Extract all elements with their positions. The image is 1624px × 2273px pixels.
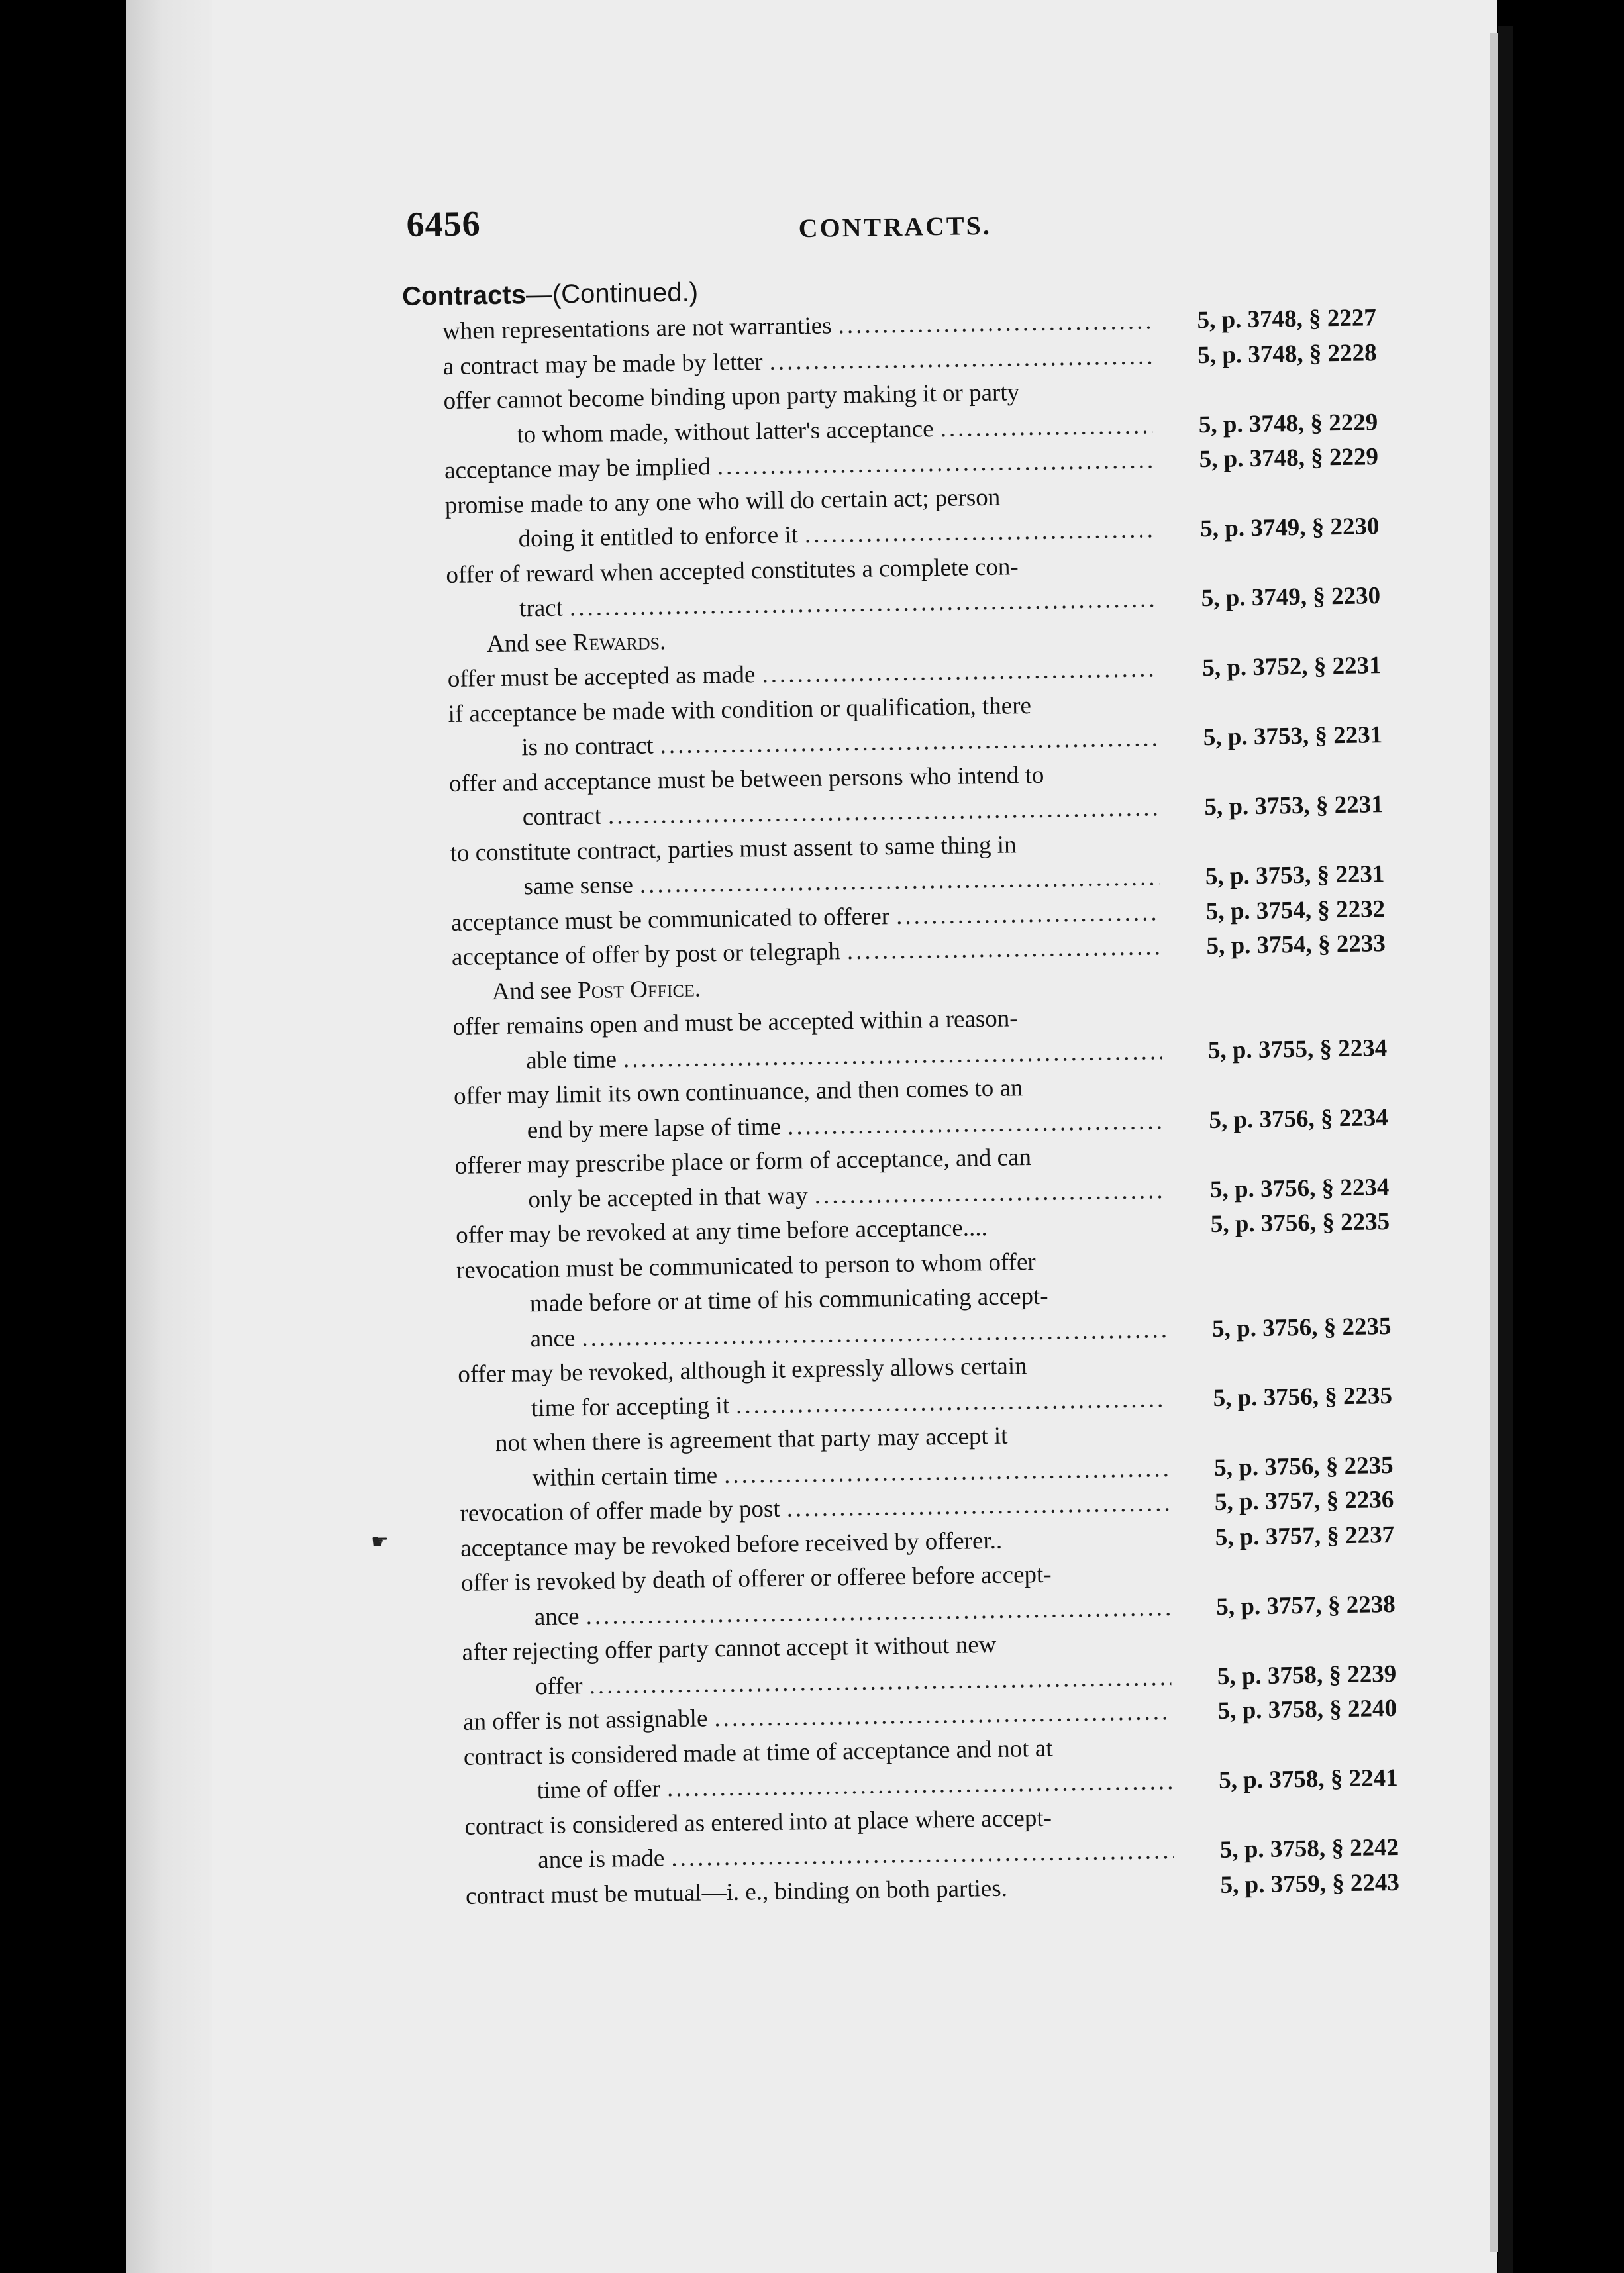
entry-text: made before or at time of his communicating accept- xyxy=(529,1282,1048,1318)
entry-text: contract is considered as entered into at place where accept- xyxy=(464,1804,1052,1841)
entry-text: promise made to any one who will do certain act; person xyxy=(444,483,1001,519)
entry-text: is no contract xyxy=(521,732,654,762)
entry-text: not when there is agreement that party may accept it xyxy=(495,1422,1008,1458)
entry-text: a contract may be made by letter xyxy=(442,348,763,380)
entry-text: offerer may prescribe place or form of acceptance, and can xyxy=(454,1144,1032,1180)
dot-leader xyxy=(846,930,1160,970)
dot-leader xyxy=(896,895,1160,934)
volume-page-reference: 5, p. 3753, § 2231 xyxy=(1204,791,1384,821)
entry-text: offer remains open and must be accepted within a reason- xyxy=(452,1005,1018,1040)
entry-text: contract must be mutual—i. e., binding on both parties. xyxy=(465,1874,1008,1910)
entry-text: to whom made, without latter's acceptance xyxy=(517,415,934,448)
dot-leader xyxy=(714,1695,1172,1737)
see-target: Rewards. xyxy=(572,627,666,656)
entry-text: offer may limit its own continuance, and then comes to an xyxy=(453,1074,1023,1110)
entry-text: an offer is not assignable xyxy=(462,1705,708,1736)
entry-text: revocation of offer made by post xyxy=(460,1495,780,1527)
entry-text: ance xyxy=(530,1324,576,1352)
gutter-shadow xyxy=(1498,26,1513,2273)
dot-leader xyxy=(940,409,1152,446)
dot-leader xyxy=(671,1834,1174,1876)
volume-page-reference: 5, p. 3748, § 2229 xyxy=(1198,408,1378,438)
volume-page-reference: 5, p. 3758, § 2242 xyxy=(1219,1833,1399,1864)
see-label: And see xyxy=(491,976,572,1005)
volume-page-reference: 5, p. 3756, § 2235 xyxy=(1213,1451,1394,1482)
volume-page-reference: 5, p. 3753, § 2231 xyxy=(1205,860,1385,891)
volume-page-reference: 5, p. 3748, § 2229 xyxy=(1199,443,1379,474)
page-edge-left xyxy=(126,0,219,2273)
entry-text: offer cannot become binding upon party making it or party xyxy=(443,379,1020,415)
volume-page-reference: 5, p. 3756, § 2235 xyxy=(1210,1208,1390,1238)
entry-text: revocation must be communicated to person to whom offer xyxy=(456,1248,1036,1284)
entry-list xyxy=(403,301,1400,1915)
volume-page-reference: 5, p. 3756, § 2235 xyxy=(1211,1312,1392,1342)
entry-text: offer of reward when accepted constitutes a complete con- xyxy=(446,552,1019,589)
index-entry xyxy=(417,1240,1392,1358)
entry-text: time of offer xyxy=(536,1775,661,1805)
dot-leader xyxy=(786,1486,1168,1527)
dot-leader xyxy=(769,339,1152,379)
index-entry xyxy=(405,475,1380,559)
entry-text: only be accepted in that way xyxy=(528,1182,808,1213)
entry-text: offer is revoked by death of offerer or offeree before accept- xyxy=(460,1560,1052,1597)
entry-text: acceptance must be communicated to offerer xyxy=(450,902,890,936)
entry-text: offer may be revoked, although it expressly allows certain xyxy=(458,1352,1027,1388)
entry-text: after rejecting offer party cannot accept it without new xyxy=(462,1631,997,1666)
dot-leader xyxy=(814,1174,1164,1213)
page-header xyxy=(401,184,1376,278)
entry-text: tract xyxy=(519,594,564,623)
dot-leader xyxy=(717,443,1153,484)
volume-page-reference: 5, p. 3758, § 2241 xyxy=(1218,1764,1398,1794)
index-entry xyxy=(421,1552,1396,1637)
page-number: 6456 xyxy=(406,203,482,244)
entry-text: ance xyxy=(534,1602,580,1631)
volume-page-reference: 5, p. 3758, § 2240 xyxy=(1217,1694,1397,1725)
entry-text: doing it entitled to enforce it xyxy=(518,521,799,553)
heading-title: Contracts xyxy=(401,280,527,311)
volume-page-reference: 5, p. 3748, § 2227 xyxy=(1197,304,1377,334)
dot-leader xyxy=(838,304,1151,344)
volume-page-reference: 5, p. 3754, § 2233 xyxy=(1206,930,1386,960)
index-entry xyxy=(413,996,1387,1080)
entry-text: same sense xyxy=(523,871,634,901)
entry-text: contract is considered made at time of acceptance and not at xyxy=(463,1735,1053,1771)
entry-text: ance is made xyxy=(537,1844,665,1874)
dot-leader xyxy=(805,513,1154,552)
entry-text: to constitute contract, parties must assent to same thing in xyxy=(450,831,1017,867)
volume-page-reference: 5, p. 3749, § 2230 xyxy=(1201,582,1381,613)
volume-page-reference: 5, p. 3755, § 2234 xyxy=(1207,1034,1388,1064)
volume-page-reference: 5, p. 3754, § 2232 xyxy=(1205,895,1386,925)
see-label: And see xyxy=(486,629,567,658)
volume-page-reference: 5, p. 3759, § 2243 xyxy=(1220,1868,1400,1899)
entry-text: acceptance may be revoked before received by offerer.. xyxy=(460,1527,1003,1562)
volume-page-reference: 5, p. 3748, § 2228 xyxy=(1197,338,1377,369)
entry-text: end by mere lapse of time xyxy=(527,1113,782,1144)
index-entry xyxy=(418,1344,1392,1428)
volume-page-reference: 5, p. 3752, § 2231 xyxy=(1202,652,1382,682)
heading-continued: —(Continued.) xyxy=(525,278,699,310)
entry-text: when representations are not warranties xyxy=(442,312,832,346)
entry-text: if acceptance be made with condition or qualification, there xyxy=(448,691,1032,728)
index-entry xyxy=(406,544,1380,629)
entry-text: within certain time xyxy=(532,1461,718,1491)
volume-page-reference: 5, p. 3757, § 2237 xyxy=(1215,1521,1395,1551)
dot-leader xyxy=(787,1104,1163,1144)
entry-text: offer may be revoked at any time before acceptance.... xyxy=(455,1214,988,1249)
entry-text: acceptance of offer by post or telegraph xyxy=(451,938,841,971)
entry-text: acceptance may be implied xyxy=(444,453,711,485)
index-entry xyxy=(408,683,1382,768)
volume-page-reference: 5, p. 3756, § 2235 xyxy=(1213,1382,1393,1412)
volume-page-reference: 5, p. 3753, § 2231 xyxy=(1203,721,1383,752)
dot-leader xyxy=(762,652,1156,692)
running-head: CONTRACTS. xyxy=(798,210,992,244)
index-content xyxy=(370,184,1400,1947)
volume-page-reference: 5, p. 3749, § 2230 xyxy=(1199,513,1380,543)
entry-text: offer must be accepted as made xyxy=(447,661,756,693)
index-entry xyxy=(414,1066,1388,1150)
entry-text: offer and acceptance must be between persons who intend to xyxy=(448,761,1044,797)
volume-page-reference: 5, p. 3756, § 2234 xyxy=(1209,1173,1390,1203)
index-entry xyxy=(409,753,1384,837)
volume-page-reference: 5, p. 3757, § 2238 xyxy=(1216,1590,1396,1621)
entry-text: time for accepting it xyxy=(531,1391,730,1422)
volume-page-reference: 5, p. 3757, § 2236 xyxy=(1214,1486,1394,1516)
entry-text: contract xyxy=(522,802,602,831)
volume-page-reference: 5, p. 3758, § 2239 xyxy=(1217,1660,1397,1690)
volume-page-reference: 5, p. 3756, § 2234 xyxy=(1209,1103,1389,1134)
entry-text: offer xyxy=(535,1672,583,1700)
see-target: Post Office. xyxy=(577,974,701,1004)
entry-text: able time xyxy=(526,1045,617,1074)
index-entry xyxy=(424,1726,1398,1810)
dot-leader xyxy=(660,721,1157,764)
dot-leader xyxy=(736,1382,1168,1423)
pointing-hand-icon: ☛ xyxy=(370,1531,389,1553)
